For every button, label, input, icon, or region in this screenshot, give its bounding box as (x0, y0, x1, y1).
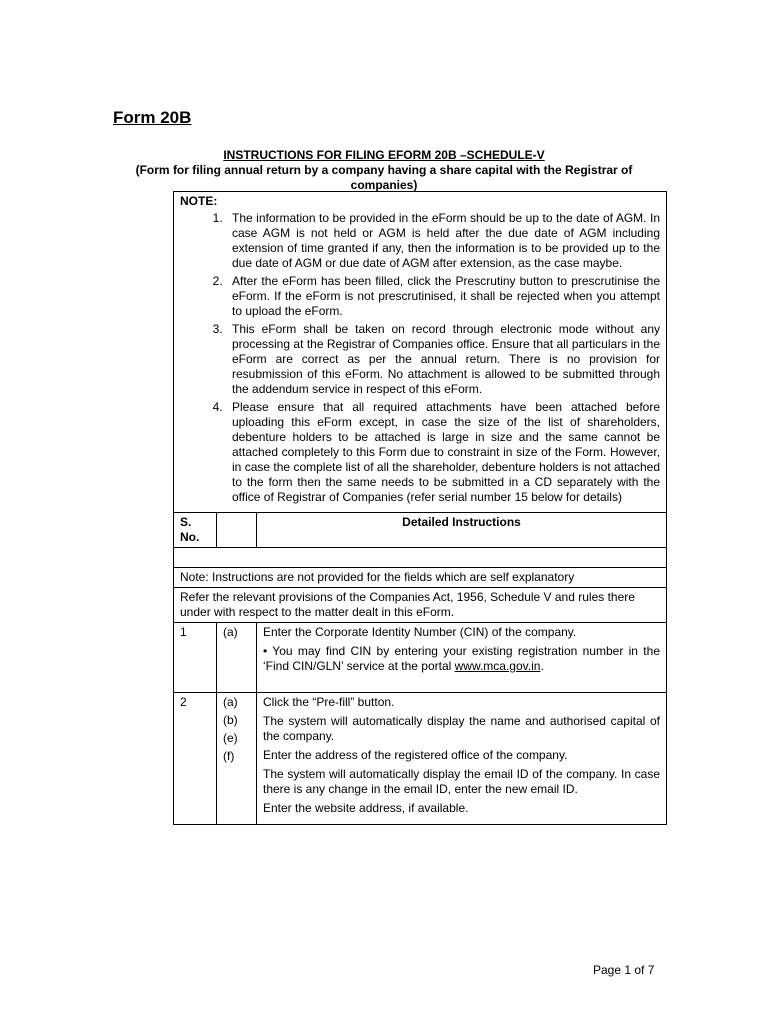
refer-row (174, 588, 667, 623)
heading-line-1: INSTRUCTIONS FOR FILING EFORM 20B –SCHEDULE-V (223, 148, 545, 162)
row-sno: 2 (174, 693, 217, 825)
note-row (174, 192, 667, 513)
note-label: NOTE: (180, 194, 218, 208)
row-sub: (a) (217, 623, 257, 693)
empty-row (174, 548, 667, 568)
instruction-line: Enter the Corporate Identity Number (CIN) of the company. (263, 625, 577, 639)
instruction-line: The system will automatically display the email ID of the company. In case there is any change in the email ID, enter the new email ID. (263, 767, 660, 796)
instruction-line: Enter the website address, if available. (263, 801, 469, 815)
instruction-line: Click the “Pre-fill” button. (263, 695, 395, 709)
row-sub (217, 693, 257, 825)
cin-hint: • You may find CIN by entering your existing registration number in the ‘Find CIN/GLN’ service at the portal (263, 644, 660, 673)
instruction-line: The system will automatically display the name and authorised capital of the company. (263, 714, 660, 743)
note-item: 1. The information to be provided in the eForm should be up to the date of AGM. In case AGM is not held or AGM is held after the due date of AGM including extension of time granted if any, then the information is to be provided up to the due date of AGM or due date of AGM after extension, as the case maybe. (226, 211, 660, 271)
table-header-row (174, 513, 667, 548)
row-sno: 1 (174, 623, 217, 693)
note-list (180, 211, 660, 505)
row-instructions (257, 693, 667, 825)
row-instructions (257, 623, 667, 693)
form-title: Form 20B (113, 108, 192, 127)
table-row (174, 623, 667, 693)
refer-provisions-text: Refer the relevant provisions of the Companies Act, 1956, Schedule V and rules there under with respect to the matter dealt in this eForm. (174, 588, 667, 623)
sub-label: (b) (223, 713, 238, 727)
heading-line-2: (Form for filing annual return by a company having a share capital with the Registrar of companies) (135, 163, 633, 192)
instruction-line: Enter the address of the registered office of the company. (263, 748, 568, 762)
instruction-line (263, 644, 660, 674)
sub-label: (f) (223, 749, 235, 763)
empty-cell (174, 548, 667, 568)
table-row (174, 693, 667, 825)
sub-label: (a) (223, 695, 238, 709)
sub-label: (e) (223, 731, 238, 745)
self-explanatory-note: Note: Instructions are not provided for the fields which are self explanatory (174, 568, 667, 588)
self-explanatory-note-row (174, 568, 667, 588)
note-item: 2. After the eForm has been filled, click the Prescrutiny button to prescrutinise the eForm. If the eForm is not prescrutinised, it shall be rejected when you attempt to upload the eForm. (226, 274, 660, 319)
page-number: Page 1 of 7 (593, 963, 655, 977)
note-item: 4. Please ensure that all required attachments have been attached before uploading this eForm except, in case the size of the list of shareholders, debenture holders to be attached is large in size and the same cannot be attached completely to this Form due to constraint in size of the Form. However, in case the complete list of all the shareholder, debenture holders is not attached to the form then the same needs to be submitted in a CD separately with the office of Registrar of Companies (refer serial number 15 below for details) (226, 400, 660, 505)
sno-header: S. No. (174, 513, 217, 548)
cin-hint-end: . (540, 659, 544, 673)
detailed-instructions-header: Detailed Instructions (257, 513, 667, 548)
note-cell (174, 192, 667, 513)
mca-portal-link[interactable]: www.mca.gov.in (454, 659, 541, 673)
sub-header (217, 513, 257, 548)
instructions-table (173, 191, 667, 825)
instructions-heading (113, 148, 655, 193)
note-item: 3. This eForm shall be taken on record through electronic mode without any processing at the Registrar of Companies office. Ensure that all particulars in the eForm are correct as per the annual return. There is no provision for resubmission of this eForm. No attachment is allowed to be submitted through the addendum service in respect of this eForm. (226, 322, 660, 397)
